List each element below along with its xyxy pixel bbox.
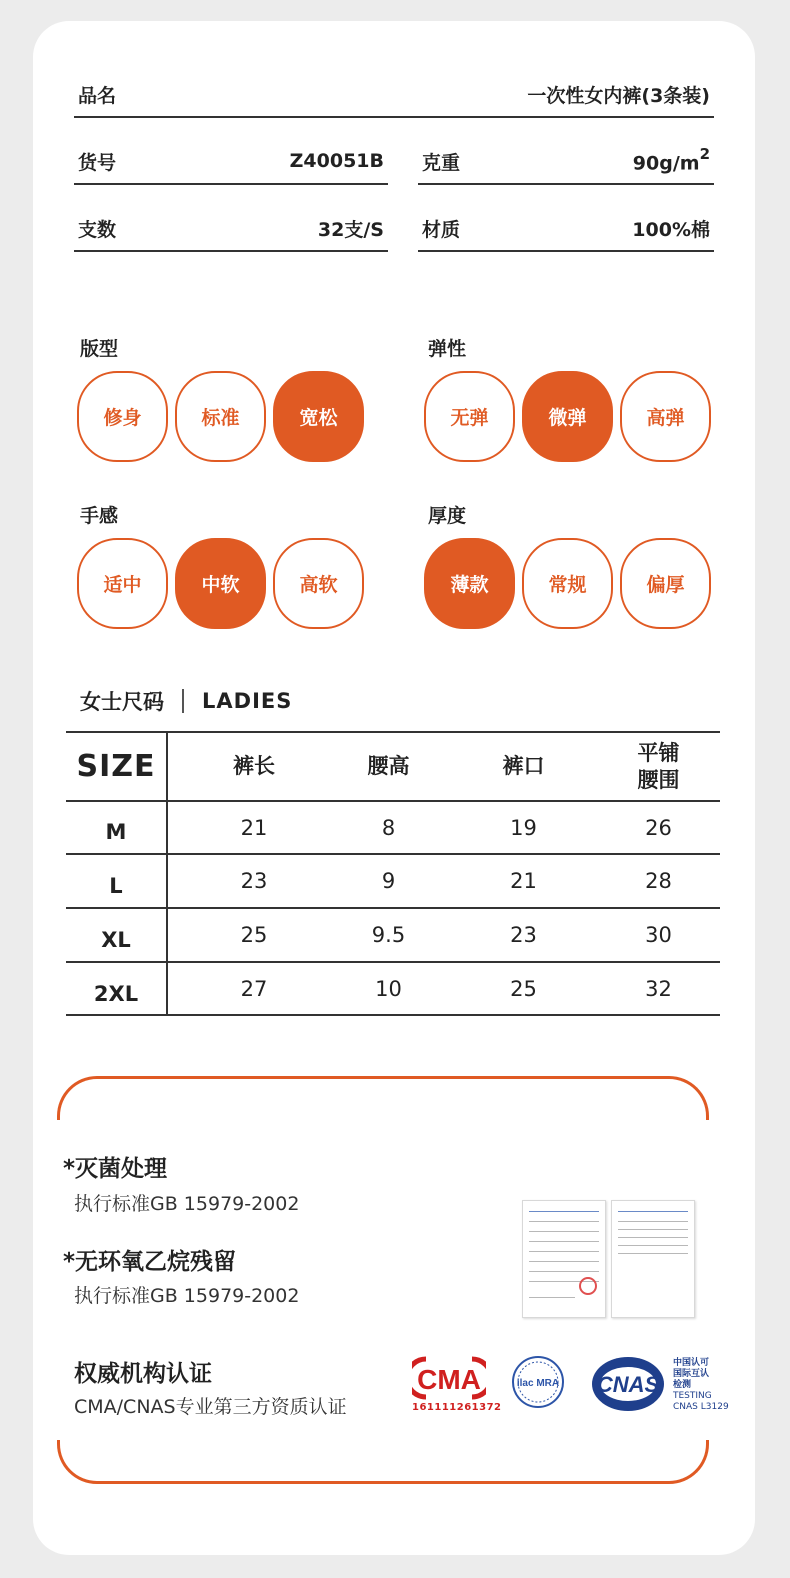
size-table-heading (80, 686, 292, 716)
spec-material-label: 材质 (422, 218, 461, 241)
column-header-waist-height: 腰高 (367, 754, 410, 779)
report-stamp-icon (579, 1277, 597, 1295)
table-cell: 21 (510, 869, 537, 893)
table-cell: 30 (645, 923, 672, 947)
attr-fit-title: 版型 (80, 338, 119, 360)
spec-row-name (74, 72, 714, 118)
cnas-label-number: CNAS L3129 (673, 1402, 729, 1412)
attr-elastic-option-none: 无弹 (424, 371, 515, 462)
cert-frame-top (57, 1076, 709, 1120)
attr-elastic-title: 弹性 (428, 338, 467, 360)
table-cell: 21 (240, 815, 268, 840)
table-row-size: L (109, 873, 123, 898)
sterile-title: *灭菌处理 (63, 1156, 168, 1182)
eo-title: *无环氧乙烷残留 (63, 1249, 237, 1275)
spec-weight-sup: 2 (699, 144, 710, 163)
table-cell: 27 (240, 976, 268, 1001)
test-report-image (611, 1200, 695, 1318)
cnas-label-cn-3: 检测 (673, 1380, 692, 1390)
cma-logo-icon (412, 1355, 486, 1401)
table-cell: 19 (510, 815, 537, 840)
cnas-logo-icon (590, 1355, 666, 1413)
auth-title: 权威机构认证 (74, 1361, 212, 1387)
attr-thickness-option-thick: 偏厚 (620, 538, 711, 629)
spec-row-weight (418, 139, 714, 185)
table-cell: 25 (240, 923, 268, 947)
size-heading-en: LADIES (202, 689, 293, 713)
table-cell: 26 (645, 815, 672, 840)
table-row-size: M (105, 819, 127, 844)
table-cell: 10 (375, 976, 402, 1001)
ilac-logo-text: ilac MRA (516, 1378, 560, 1389)
eo-standard: 执行标准GB 15979-2002 (74, 1285, 300, 1307)
spec-count-label: 支数 (78, 218, 117, 241)
spec-row-count (74, 206, 388, 252)
spec-sku-value: Z40051B (289, 150, 384, 172)
attr-fit-option-standard: 标准 (175, 371, 266, 462)
attr-elastic-option-high: 高弹 (620, 371, 711, 462)
table-cell: 28 (645, 869, 672, 893)
attr-thickness-title: 厚度 (428, 505, 467, 527)
attr-feel-option-medium-soft: 中软 (175, 538, 266, 629)
spec-row-material (418, 206, 714, 252)
attr-fit-option-loose: 宽松 (273, 371, 364, 462)
attr-feel-title: 手感 (80, 505, 119, 527)
cnas-label-cn-2: 国际互认 (673, 1369, 710, 1379)
attr-thickness-option-regular: 常规 (522, 538, 613, 629)
attr-elastic-option-slight: 微弹 (522, 371, 613, 462)
attr-feel-option-high-soft: 高软 (273, 538, 364, 629)
spec-weight-value-wrap (632, 144, 710, 175)
spec-material-value: 100%棉 (632, 218, 710, 241)
spec-count-value: 32支/S (317, 218, 384, 241)
auth-subtitle: CMA/CNAS专业第三方资质认证 (74, 1396, 347, 1418)
spec-weight-value: 90g/m (632, 152, 700, 175)
spec-name-label: 品名 (78, 84, 117, 107)
spec-sku-label: 货号 (78, 151, 117, 174)
cert-frame-bottom (57, 1440, 709, 1484)
cma-logo-text: CMA (417, 1364, 481, 1395)
size-heading-cn: 女士尺码 (80, 690, 164, 714)
table-cell: 23 (240, 869, 268, 893)
cma-number: 161111261372 (412, 1402, 502, 1413)
column-header-length: 裤长 (233, 754, 275, 779)
heading-divider (182, 689, 184, 713)
table-row-size: XL (101, 927, 131, 952)
table-cell: 32 (645, 976, 672, 1001)
table-cell: 9.5 (371, 923, 406, 947)
test-report-image (522, 1200, 606, 1318)
spec-weight-label: 克重 (422, 151, 461, 174)
table-cell: 9 (381, 869, 396, 893)
column-header-leg-opening: 裤口 (502, 754, 545, 779)
cnas-logo-text: CNAS (596, 1372, 660, 1397)
attr-feel-option-moderate: 适中 (77, 538, 168, 629)
table-cell: 23 (510, 923, 537, 947)
cnas-label-testing: TESTING (673, 1391, 712, 1401)
spec-name-value: 一次性女内裤(3条装) (527, 84, 710, 107)
attr-thickness-option-thin: 薄款 (424, 538, 515, 629)
table-column-divider (166, 732, 168, 1016)
sterile-standard: 执行标准GB 15979-2002 (74, 1193, 300, 1215)
column-header-flat-waist: 平铺 腰围 (637, 741, 680, 792)
ilac-mra-logo-icon (511, 1355, 565, 1409)
table-row-size: 2XL (93, 981, 139, 1006)
table-cell: 8 (381, 815, 396, 840)
cnas-label-cn-1: 中国认可 (673, 1358, 710, 1368)
spec-row-sku (74, 139, 388, 185)
attr-fit-option-slim: 修身 (77, 371, 168, 462)
size-column-header: SIZE (76, 749, 156, 784)
table-cell: 25 (510, 976, 537, 1001)
